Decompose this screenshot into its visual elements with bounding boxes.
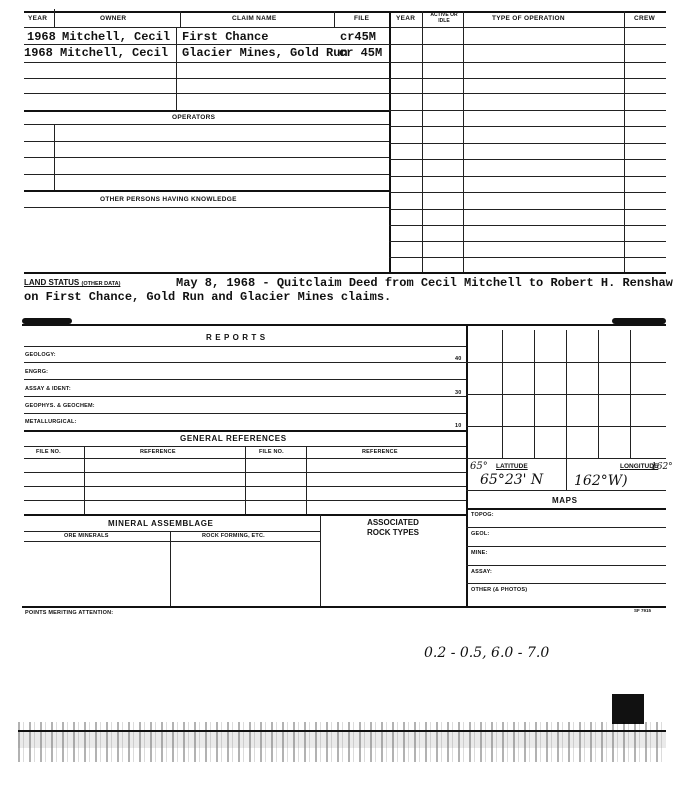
mineral-assemblage-title: MINERAL ASSEMBLAGE [108,519,214,528]
map-geol: GEOL: [471,531,490,537]
row1-file: cr45M [340,30,377,44]
col-file-no-2: FILE NO. [259,449,284,455]
form-code: SF 7915 [634,608,652,613]
maps-title: MAPS [552,496,578,505]
longitude-label: LONGITUDE [620,463,659,470]
row2-year: 1968 [24,46,53,60]
map-other: OTHER (& PHOTOS) [471,587,528,593]
header-owner: OWNER [100,15,127,22]
report-assay: ASSAY & IDENT: [25,386,71,392]
report-assay-num: 30 [455,390,462,396]
report-geology: GEOLOGY: [25,352,56,358]
report-geophys: GEOPHYS. & GEOCHEM: [25,403,95,409]
points-meriting-attention: POINTS MERITING ATTENTION: [25,610,114,616]
reports-title: R E P O R T S [206,333,266,342]
ore-minerals-label: ORE MINERALS [64,533,109,539]
latitude-label: LATITUDE [496,463,528,470]
longitude-value: 162°W) [574,473,628,489]
report-metallurgical: METALLURGICAL: [25,419,77,425]
col-reference: REFERENCE [140,449,176,455]
map-assay: ASSAY: [471,569,493,575]
associated-label: ASSOCIATED [367,518,419,527]
scan-artifact-block [612,694,644,724]
lon-suffix: 162° [651,462,673,472]
header-claim-name: CLAIM NAME [232,15,277,22]
rock-types-label: ROCK TYPES [366,528,419,537]
lat-prefix: 65° [470,461,488,472]
header-year: YEAR [28,15,48,22]
land-status-sublabel: (OTHER DATA) [81,281,121,287]
land-status-line-1: May 8, 1968 - Quitclaim Deed from Cecil Mitchell to Robert H. Renshaw [176,276,673,290]
report-engrg: ENGRG: [25,369,49,375]
map-topog: TOPOG: [471,512,494,518]
report-geology-num: 40 [455,356,462,362]
col-file-no: FILE NO. [36,449,61,455]
land-status-label: LAND STATUS [24,278,80,287]
latitude-value: 65°23' N [480,472,544,488]
header-type-of-operation: TYPE OF OPERATION [492,15,565,22]
report-metallurgical-num: 10 [455,423,462,429]
scan-noise-strip [18,722,666,762]
row1-claim-name: First Chance [182,30,269,44]
map-mine: MINE: [471,550,488,556]
header-year-2: YEAR [396,15,416,22]
col-reference-2: REFERENCE [362,449,398,455]
row2-owner: Mitchell, Cecil [60,46,169,60]
general-references-title: GENERAL REFERENCES [180,434,287,443]
header-active-or-idle: ACTIVE OR IDLE [430,12,458,24]
header-crew: CREW [634,15,656,22]
row2-file: cr 45M [339,46,383,60]
land-status-line-2: on First Chance, Gold Run and Glacier Mines claims. [24,290,392,304]
header-file: FILE [354,15,370,22]
other-persons-label: OTHER PERSONS HAVING KNOWLEDGE [100,196,237,203]
rock-forming-label: ROCK FORMING, ETC. [202,533,265,539]
operators-label: OPERATORS [172,114,216,121]
row1-year: 1968 [27,30,56,44]
handwritten-note: 0.2 - 0.5, 6.0 - 7.0 [424,645,550,661]
row2-claim-name: Glacier Mines, Gold Run [182,46,348,60]
row1-owner: Mitchell, Cecil [62,30,171,44]
